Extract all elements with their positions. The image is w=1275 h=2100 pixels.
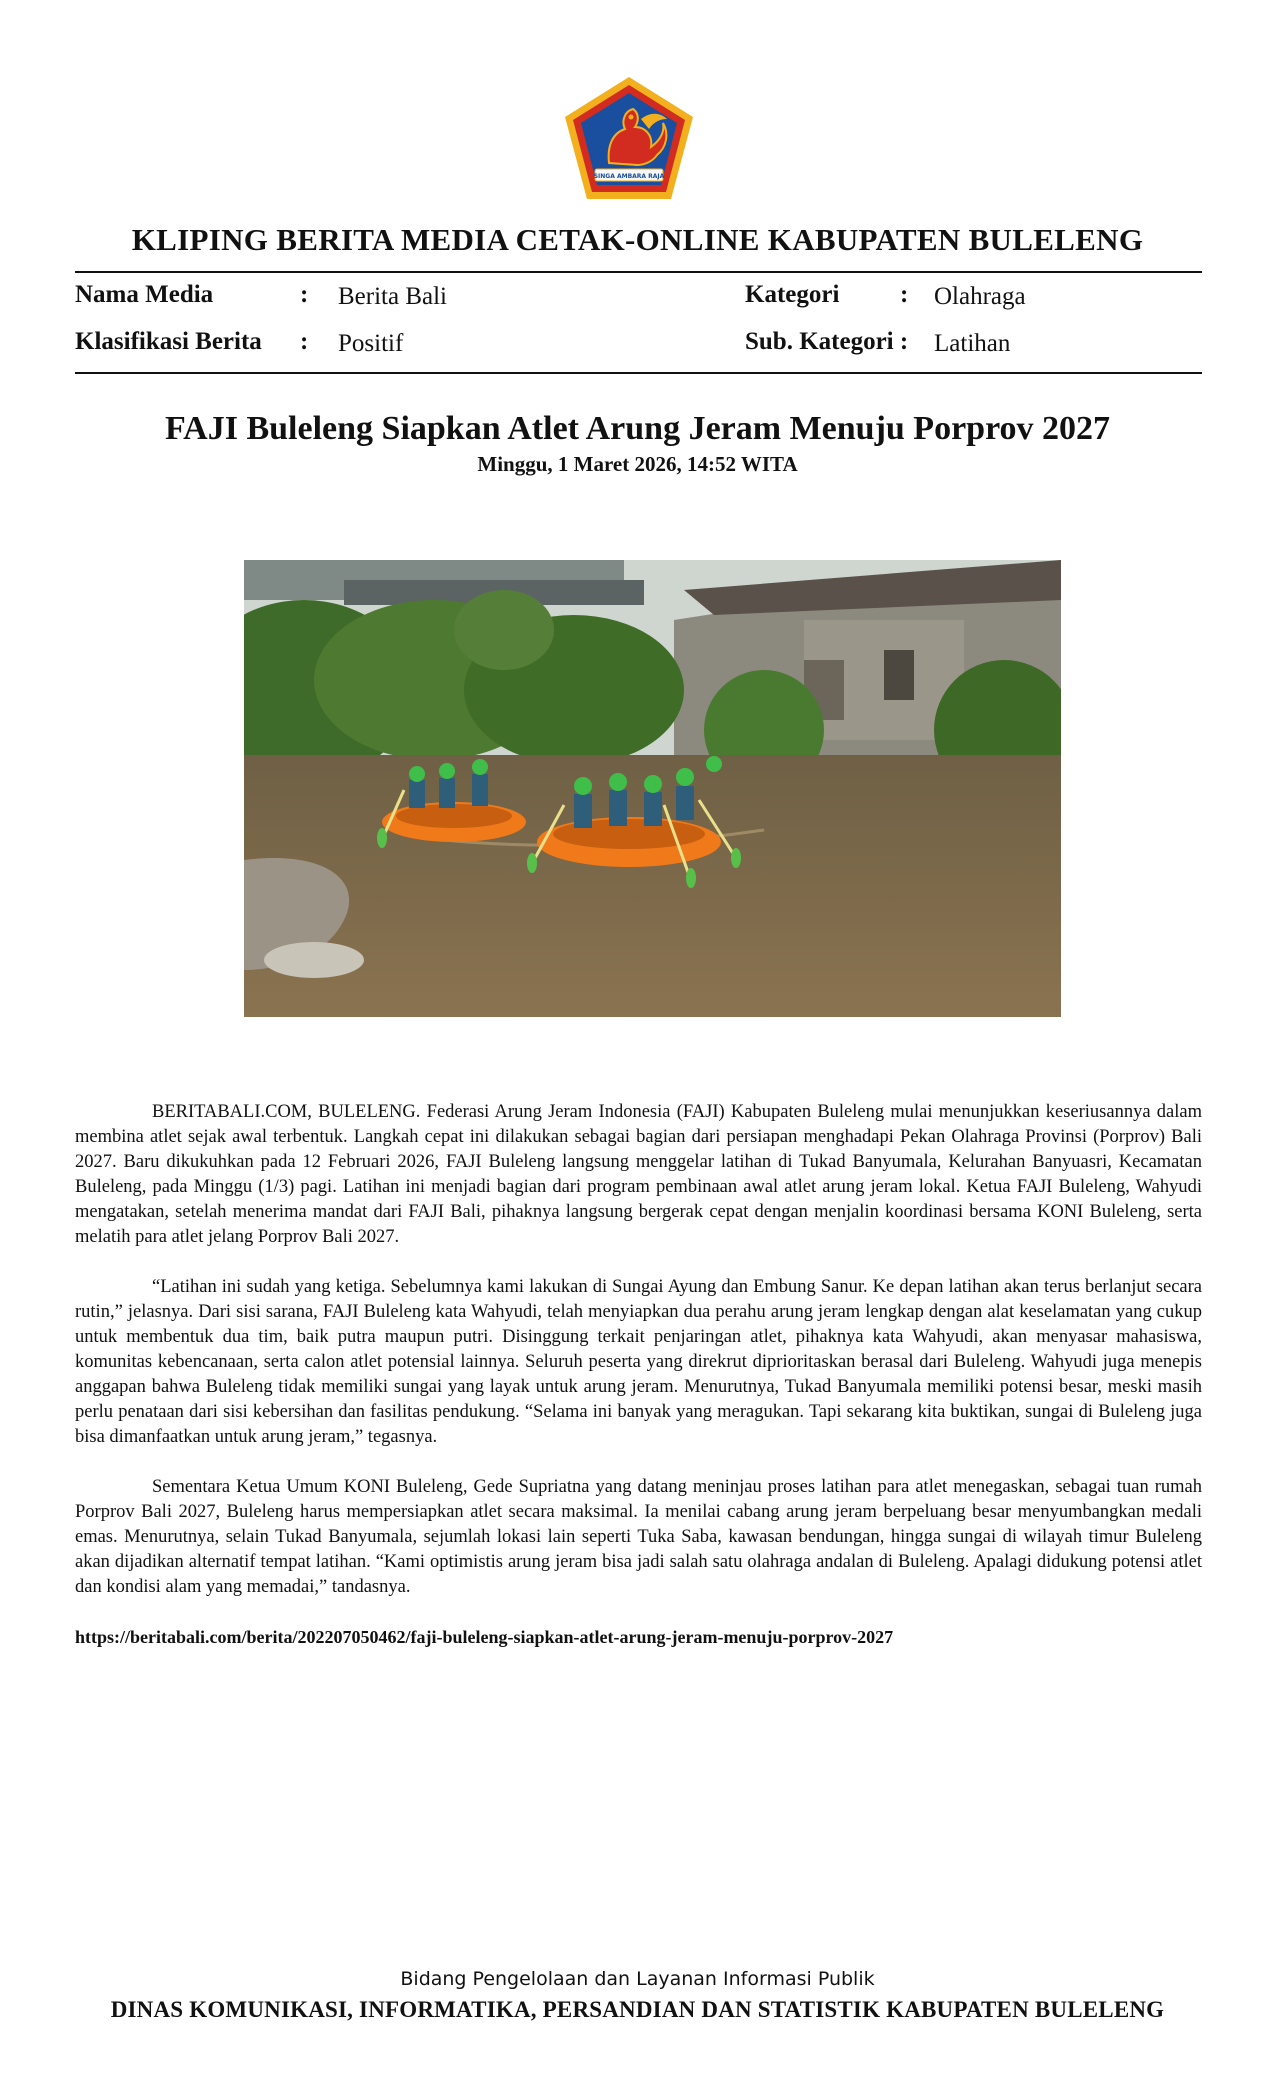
colon: : bbox=[300, 328, 309, 355]
divider-bottom bbox=[75, 372, 1202, 374]
buleleng-crest-icon bbox=[563, 75, 695, 201]
article-paragraph: BERITABALI.COM, BULELENG. Federasi Arung Jeram Indonesia (FAJI) Kabupaten Buleleng mulai menunjukkan keseriusannya dalam membina atlet sejak awal terbentuk. Langkah cepat ini dilakukan sebagai bagian dari persiapan menghadapi Pekan Olahraga Provinsi (Porprov) Bali 2027. Baru dikukuhkan pada 12 Februari 2026, FAJI Buleleng langsung menggelar latihan di Tukad Banyumala, Kelurahan Banyuasri, Kecamatan Buleleng, pada Minggu (1/3) pagi. Latihan ini menjadi bagian dari program pembinaan awal atlet arung jeram lokal. Ketua FAJI Buleleng, Wahyudi mengatakan, setelah menerima mandat dari FAJI Bali, pihaknya langsung bergerak cepat dengan menjalin koordinasi bersama KONI Buleleng, serta melatih para atlet jelang Porprov Bali 2027. bbox=[75, 1102, 1202, 1247]
article-date: Minggu, 1 Maret 2026, 14:52 WITA bbox=[477, 452, 798, 476]
colon: : bbox=[300, 281, 309, 308]
colon: : bbox=[900, 281, 909, 308]
article-paragraph: “Latihan ini sudah yang ketiga. Sebelumnya kami lakukan di Sungai Ayung dan Embung Sanur. Ke depan latihan akan terus berlanjut secara rutin,” jelasnya. Dari sisi sarana, FAJI Buleleng kata Wahyudi, telah menyiapkan dua perahu arung jeram lengkap dengan alat keselamatan yang cukup untuk membentuk dua tim, baik putra maupun putri. Disinggung terkait penjaringan atlet, pihaknya kata Wahyudi, akan menyasar mahasiswa, komunitas kebencanaan, serta calon atlet potensial lainnya. Seluruh peserta yang direkrut diprioritaskan berasal dari Buleleng. Wahyudi juga menepis anggapan bahwa Buleleng tidak memiliki sungai yang layak untuk arung jeram. Menurutnya, Tukad Banyumala memiliki potensi besar, meski masih perlu penataan dari sisi kebersihan dan fasilitas pendukung. “Selama ini banyak yang meragukan. Tapi sekarang kita buktikan, sungai di Buleleng juga bisa dimanfaatkan untuk arung jeram,” tegasnya. bbox=[75, 1277, 1202, 1447]
kategori-value: Olahraga bbox=[934, 283, 1026, 310]
article-headline: FAJI Buleleng Siapkan Atlet Arung Jeram Menuju Porprov 2027 bbox=[164, 410, 1111, 447]
divider-top bbox=[75, 271, 1202, 273]
klasifikasi-value: Positif bbox=[338, 330, 404, 357]
nama-media-value: Berita Bali bbox=[338, 283, 447, 310]
sub-kategori-label: Sub. Kategori : bbox=[745, 328, 909, 355]
sub-kategori-value: Latihan bbox=[934, 330, 1011, 357]
svg-text:SINGA AMBARA RAJA: SINGA AMBARA RAJA bbox=[593, 173, 665, 180]
source-url: https://beritabali.com/berita/202207050462/faji-buleleng-siapkan-atlet-arung-jeram-menuju-porprov-2027 bbox=[75, 1627, 894, 1647]
kategori-label: Kategori bbox=[745, 281, 840, 308]
article-paragraph: Sementara Ketua Umum KONI Buleleng, Gede Supriatna yang datang meninjau proses latihan para atlet menegaskan, sebagai tuan rumah Porprov Bali 2027, Buleleng harus mempersiapkan atlet secara maksimal. Ia menilai cabang arung jeram berpeluang besar menyumbangkan medali emas. Menurutnya, selain Tukad Banyumala, sejumlah lokasi lain seperti Tuka Saba, kawasan bendungan, hingga sungai di wilayah timur Buleleng akan dijadikan alternatif tempat latihan. “Kami optimistis arung jeram bisa jadi salah satu olahraga andalan di Buleleng. Apalagi didukung potensi atlet dan kondisi alam yang memadai,” tandasnya. bbox=[75, 1477, 1202, 1597]
article-body bbox=[75, 1100, 1202, 1625]
footer-department: Bidang Pengelolaan dan Layanan Informasi Publik bbox=[400, 1968, 875, 1990]
document-title: KLIPING BERITA MEDIA CETAK-ONLINE KABUPATEN BULELENG bbox=[131, 222, 1144, 257]
klasifikasi-label: Klasifikasi Berita bbox=[75, 328, 262, 355]
nama-media-label: Nama Media bbox=[75, 281, 214, 308]
article-photo bbox=[244, 560, 1061, 1017]
footer-agency: DINAS KOMUNIKASI, INFORMATIKA, PERSANDIAN DAN STATISTIK KABUPATEN BULELENG bbox=[110, 1997, 1165, 2022]
